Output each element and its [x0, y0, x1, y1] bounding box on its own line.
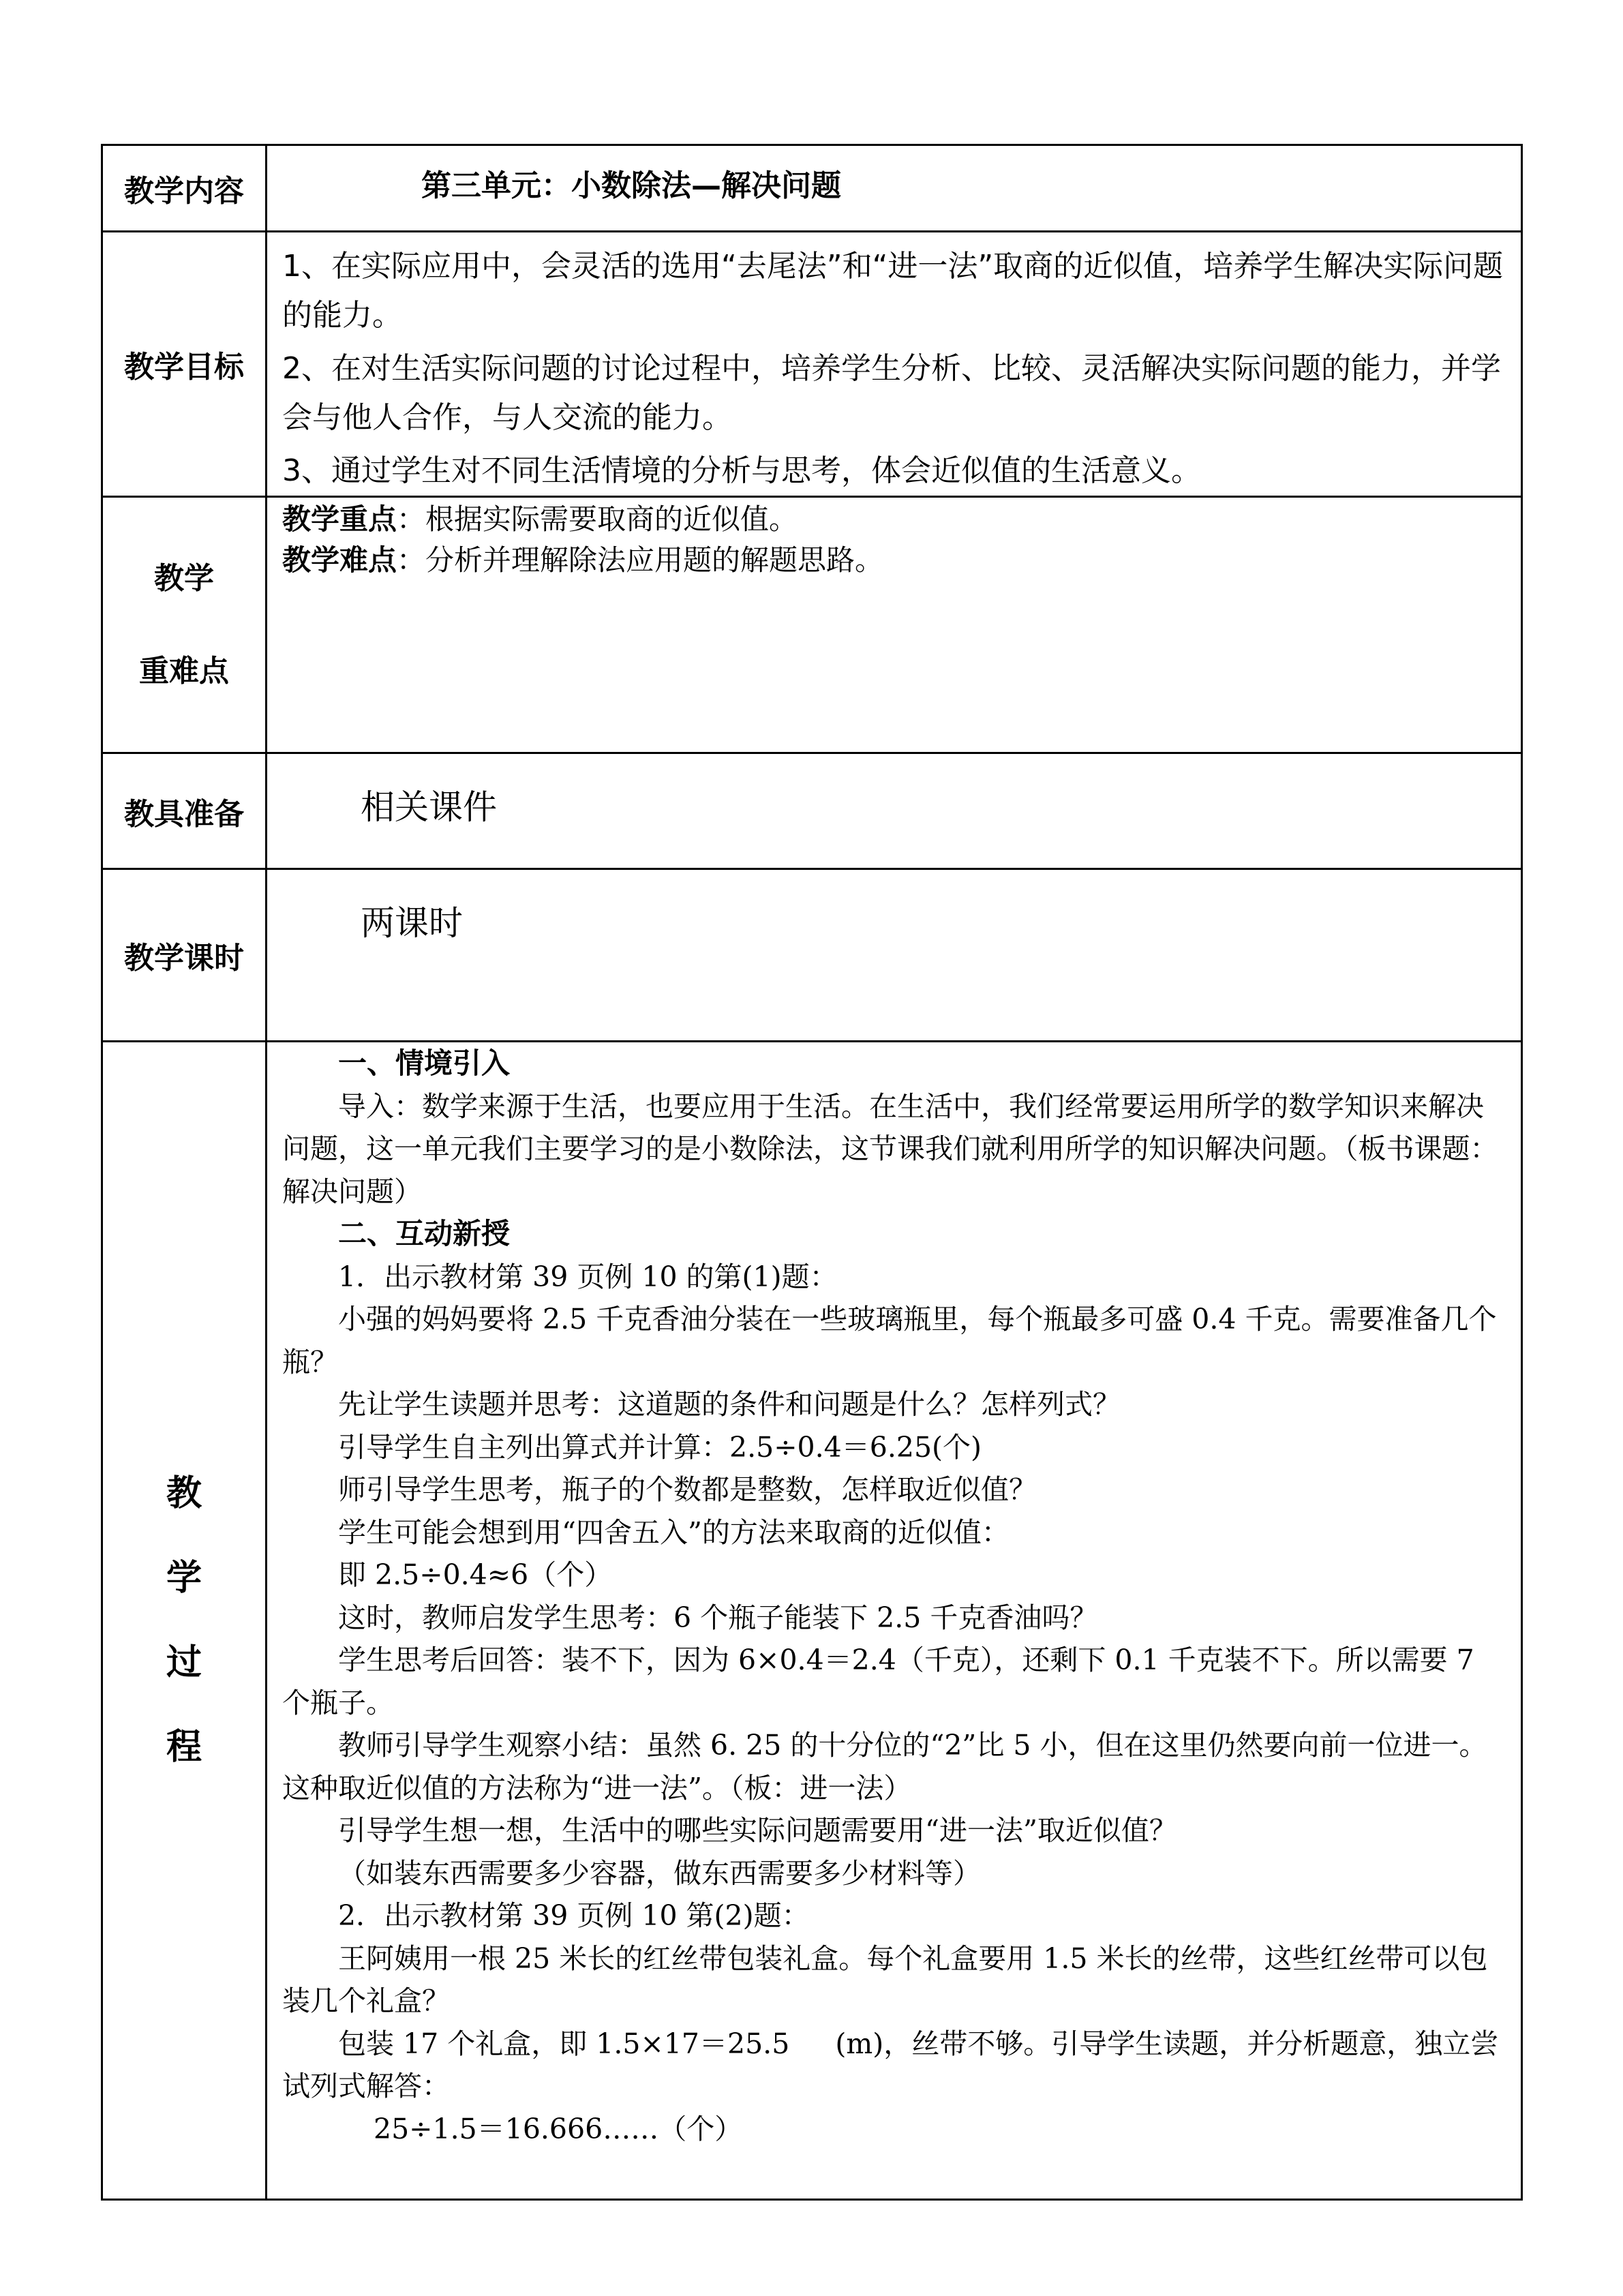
process-paragraph: 这时，教师启发学生思考：6 个瓶子能装下 2.5 千克香油吗？ [338, 1601, 1098, 1634]
label-difficulty-line1: 教学 [154, 560, 214, 596]
row-process [102, 1042, 1522, 2200]
process-paragraph: 即 2.5÷0.4≈6（个） [338, 1558, 613, 1591]
lesson-plan-table [101, 144, 1523, 2201]
label-process-char-2: 学 [166, 1558, 202, 1599]
row-difficulty [102, 497, 1522, 753]
process-heading-1: 一、情境引入 [338, 1046, 511, 1080]
hours-cell [267, 869, 1522, 1042]
row-hours [102, 869, 1522, 1042]
process-paragraph: 小强的妈妈要将 2.5 千克香油分装在一些玻璃瓶里，每个瓶最多可盛 0.4 千克。需要准备几个瓶？ [282, 1303, 1497, 1378]
focus-line [282, 499, 1508, 540]
process-paragraph: 导入：数学来源于生活，也要应用于生活。在生活中，我们经常要运用所学的数学知识来解决问题，这一单元我们主要学习的是小数除法，这节课我们就利用所学的知识解决问题。（板书课题：解决问题） [282, 1089, 1498, 1208]
process-paragraph: 25÷1.5＝16.666……（个） [374, 2112, 743, 2145]
process-paragraph: 师引导学生思考，瓶子的个数都是整数，怎样取近似值？ [338, 1473, 1037, 1506]
difficulty-text: ：分析并理解除法应用题的解题思路。 [397, 543, 884, 577]
process-heading-2: 二、互动新授 [338, 1217, 511, 1250]
label-content: 教学内容 [102, 145, 267, 232]
process-paragraph: 引导学生想一想，生活中的哪些实际问题需要用“进一法”取近似值？ [338, 1814, 1177, 1847]
goal-1: 1、在实际应用中，会灵活的选用“去尾法”和“进一法”取商的近似值，培养学生解决实际问题的能力。 [282, 249, 1504, 333]
process-paragraph: 1．出示教材第 39 页例 10 的第(1)题： [338, 1260, 838, 1293]
row-content [102, 145, 1522, 232]
goal-2: 2、在对生活实际问题的讨论过程中，培养学生分析、比较、灵活解决实际问题的能力，并学会与他人合作，与人交流的能力。 [282, 351, 1501, 435]
label-process-char-3: 过 [166, 1642, 202, 1683]
hours-text: 两课时 [361, 903, 463, 943]
row-goals [102, 232, 1522, 497]
label-process [102, 1042, 267, 2200]
label-tools: 教具准备 [102, 753, 267, 869]
label-difficulty-line2: 重难点 [139, 653, 229, 689]
process-paragraph: 先让学生读题并思考：这道题的条件和问题是什么？怎样列式？ [338, 1388, 1121, 1421]
tools-cell [267, 753, 1522, 869]
label-process-char-4: 程 [166, 1727, 202, 1768]
process-paragraph: 教师引导学生观察小结：虽然 6. 25 的十分位的“2”比 5 小，但在这里仍然要向前一位进一。这种取近似值的方法称为“进一法”。（板：进一法） [282, 1729, 1487, 1804]
goals-cell [267, 232, 1522, 497]
process-paragraph: 引导学生自主列出算式并计算：2.5÷0.4＝6.25(个) [338, 1430, 982, 1464]
tools-text: 相关课件 [361, 787, 497, 827]
focus-text: ：根据实际需要取商的近似值。 [397, 502, 798, 536]
difficulty-line [282, 540, 1508, 581]
label-hours: 教学课时 [102, 869, 267, 1042]
focus-label: 教学重点 [282, 502, 397, 536]
process-paragraph: （如装东西需要多少容器，做东西需要多少材料等） [338, 1856, 981, 1890]
process-paragraph: 包装 17 个礼盒，即 1.5×17＝25.5 (m)，丝带不够。引导学生读题，并分析题意，独立尝试列式解答： [282, 2027, 1499, 2102]
process-paragraph: 王阿姨用一根 25 米长的红丝带包装礼盒。每个礼盒要用 1.5 米长的丝带，这些红丝带可以包装几个礼盒？ [282, 1942, 1488, 2017]
row-tools [102, 753, 1522, 869]
label-difficulty [102, 497, 267, 753]
label-process-char-1: 教 [166, 1473, 202, 1514]
content-cell [267, 145, 1522, 232]
process-cell [267, 1042, 1522, 2200]
process-paragraph: 学生可能会想到用“四舍五入”的方法来取商的近似值： [338, 1515, 1010, 1549]
difficulty-label: 教学难点 [282, 543, 397, 577]
goal-3: 3、通过学生对不同生活情境的分析与思考，体会近似值的生活意义。 [282, 453, 1201, 488]
process-paragraph: 2．出示教材第 39 页例 10 第(2)题： [338, 1899, 810, 1932]
label-goals: 教学目标 [102, 232, 267, 497]
content-title: 第三单元：小数除法—解决问题 [421, 168, 841, 203]
process-paragraph: 学生思考后回答：装不下，因为 6×0.4＝2.4（千克），还剩下 0.1 千克装不下。所以需要 7 个瓶子。 [282, 1644, 1474, 1719]
keypoints-cell [267, 497, 1522, 753]
